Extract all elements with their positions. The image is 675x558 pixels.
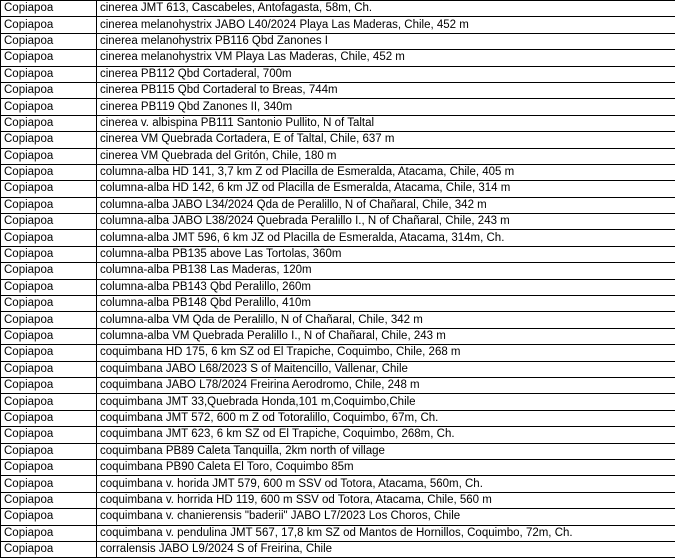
genus-cell: Copiapoa	[1, 246, 97, 262]
table-row	[1, 148, 675, 164]
species-locality-cell: coquimbana PB90 Caleta El Toro, Coquimbo 85m	[97, 459, 675, 475]
table-row	[1, 17, 675, 33]
genus-cell: Copiapoa	[1, 279, 97, 295]
table-row	[1, 181, 675, 197]
genus-cell: Copiapoa	[1, 345, 97, 361]
genus-cell: Copiapoa	[1, 132, 97, 148]
species-locality-cell: coquimbana v. horrida HD 119, 600 m SSV od Totora, Atacama, Chile, 560 m	[97, 492, 675, 508]
table-row	[1, 328, 675, 344]
genus-cell: Copiapoa	[1, 427, 97, 443]
species-locality-cell: coquimbana JMT 572, 600 m Z od Totoralillo, Coquimbo, 67m, Ch.	[97, 410, 675, 426]
species-locality-cell: coquimbana JABO L68/2023 S of Maitencillo, Vallenar, Chile	[97, 361, 675, 377]
species-locality-cell: cinerea VM Quebrada del Gritón, Chile, 180 m	[97, 148, 675, 164]
table-row	[1, 1, 675, 17]
table-row	[1, 132, 675, 148]
table-row	[1, 33, 675, 49]
species-locality-cell: cinerea melanohystrix PB116 Qbd Zanones I	[97, 33, 675, 49]
table-row	[1, 263, 675, 279]
table-row	[1, 361, 675, 377]
genus-cell: Copiapoa	[1, 492, 97, 508]
table-row	[1, 214, 675, 230]
table-row	[1, 164, 675, 180]
species-locality-cell: columna-alba PB138 Las Maderas, 120m	[97, 263, 675, 279]
species-locality-cell: coquimbana v. horida JMT 579, 600 m SSV od Totora, Atacama, 560m, Ch.	[97, 476, 675, 492]
species-locality-cell: coquimbana JMT 33,Quebrada Honda,101 m,Coquimbo,Chile	[97, 394, 675, 410]
species-locality-cell: cinerea JMT 613, Cascabeles, Antofagasta, 58m, Ch.	[97, 1, 675, 17]
table-row	[1, 50, 675, 66]
species-locality-cell: cinerea melanohystrix JABO L40/2024 Playa Las Maderas, Chile, 452 m	[97, 17, 675, 33]
table-row	[1, 296, 675, 312]
genus-cell: Copiapoa	[1, 541, 97, 557]
table-row	[1, 459, 675, 475]
table-row	[1, 99, 675, 115]
table-row	[1, 230, 675, 246]
table-row	[1, 541, 675, 557]
table-row	[1, 197, 675, 213]
species-locality-cell: columna-alba VM Qda de Peralillo, N of Chañaral, Chile, 342 m	[97, 312, 675, 328]
table-row	[1, 66, 675, 82]
genus-cell: Copiapoa	[1, 410, 97, 426]
genus-cell: Copiapoa	[1, 263, 97, 279]
genus-cell: Copiapoa	[1, 361, 97, 377]
table-row	[1, 279, 675, 295]
species-locality-cell: columna-alba JABO L38/2024 Quebrada Peralillo I., N of Chañaral, Chile, 243 m	[97, 214, 675, 230]
species-locality-cell: coquimbana PB89 Caleta Tanquilla, 2km north of village	[97, 443, 675, 459]
table-row	[1, 410, 675, 426]
table-row	[1, 476, 675, 492]
table-row	[1, 394, 675, 410]
genus-cell: Copiapoa	[1, 197, 97, 213]
table-row	[1, 443, 675, 459]
genus-cell: Copiapoa	[1, 164, 97, 180]
genus-cell: Copiapoa	[1, 66, 97, 82]
table-row	[1, 345, 675, 361]
genus-cell: Copiapoa	[1, 328, 97, 344]
table-row	[1, 492, 675, 508]
genus-cell: Copiapoa	[1, 525, 97, 541]
table-body	[1, 1, 675, 558]
genus-cell: Copiapoa	[1, 181, 97, 197]
table-row	[1, 525, 675, 541]
genus-cell: Copiapoa	[1, 33, 97, 49]
species-locality-cell: cinerea v. albispina PB111 Santonio Pullito, N of Taltal	[97, 115, 675, 131]
species-locality-cell: cinerea VM Quebrada Cortadera, E of Taltal, Chile, 637 m	[97, 132, 675, 148]
genus-cell: Copiapoa	[1, 214, 97, 230]
genus-cell: Copiapoa	[1, 115, 97, 131]
genus-cell: Copiapoa	[1, 1, 97, 17]
species-locality-cell: cinerea PB119 Qbd Zanones II, 340m	[97, 99, 675, 115]
species-locality-cell: columna-alba VM Quebrada Peralillo I., N of Chañaral, Chile, 243 m	[97, 328, 675, 344]
species-locality-cell: columna-alba PB135 above Las Tortolas, 360m	[97, 246, 675, 262]
genus-cell: Copiapoa	[1, 509, 97, 525]
species-locality-cell: columna-alba JMT 596, 6 km JZ od Placilla de Esmeralda, Atacama, 314m, Ch.	[97, 230, 675, 246]
genus-cell: Copiapoa	[1, 443, 97, 459]
species-locality-cell: columna-alba PB143 Qbd Peralillo, 260m	[97, 279, 675, 295]
genus-cell: Copiapoa	[1, 312, 97, 328]
species-locality-cell: columna-alba JABO L34/2024 Qda de Peralillo, N of Chañaral, Chile, 342 m	[97, 197, 675, 213]
genus-cell: Copiapoa	[1, 82, 97, 98]
genus-cell: Copiapoa	[1, 148, 97, 164]
species-locality-cell: cinerea melanohystrix VM Playa Las Maderas, Chile, 452 m	[97, 50, 675, 66]
species-locality-cell: coquimbana v. chanierensis "baderii" JABO L7/2023 Los Choros, Chile	[97, 509, 675, 525]
genus-cell: Copiapoa	[1, 99, 97, 115]
species-locality-cell: columna-alba HD 141, 3,7 km Z od Placilla de Esmeralda, Atacama, Chile, 405 m	[97, 164, 675, 180]
species-locality-cell: columna-alba PB148 Qbd Peralillo, 410m	[97, 296, 675, 312]
species-locality-cell: cinerea PB115 Qbd Cortaderal to Breas, 744m	[97, 82, 675, 98]
table-row	[1, 115, 675, 131]
table-row	[1, 246, 675, 262]
genus-cell: Copiapoa	[1, 377, 97, 393]
species-locality-cell: coquimbana HD 175, 6 km SZ od El Trapiche, Coquimbo, Chile, 268 m	[97, 345, 675, 361]
table-row	[1, 82, 675, 98]
species-locality-cell: corralensis JABO L9/2024 S of Freirina, Chile	[97, 541, 675, 557]
genus-cell: Copiapoa	[1, 50, 97, 66]
table-row	[1, 312, 675, 328]
genus-cell: Copiapoa	[1, 230, 97, 246]
genus-cell: Copiapoa	[1, 476, 97, 492]
species-locality-cell: cinerea PB112 Qbd Cortaderal, 700m	[97, 66, 675, 82]
table-row	[1, 509, 675, 525]
genus-cell: Copiapoa	[1, 296, 97, 312]
table-row	[1, 427, 675, 443]
genus-cell: Copiapoa	[1, 459, 97, 475]
species-locality-cell: coquimbana JMT 623, 6 km SZ od El Trapiche, Coquimbo, 268m, Ch.	[97, 427, 675, 443]
species-locality-cell: coquimbana JABO L78/2024 Freirina Aerodromo, Chile, 248 m	[97, 377, 675, 393]
genus-cell: Copiapoa	[1, 394, 97, 410]
genus-cell: Copiapoa	[1, 17, 97, 33]
species-locality-cell: coquimbana v. pendulina JMT 567, 17,8 km SZ od Mantos de Hornillos, Coquimbo, 72m, Ch.	[97, 525, 675, 541]
species-locality-cell: columna-alba HD 142, 6 km JZ od Placilla de Esmeralda, Atacama, Chile, 314 m	[97, 181, 675, 197]
table-row	[1, 377, 675, 393]
